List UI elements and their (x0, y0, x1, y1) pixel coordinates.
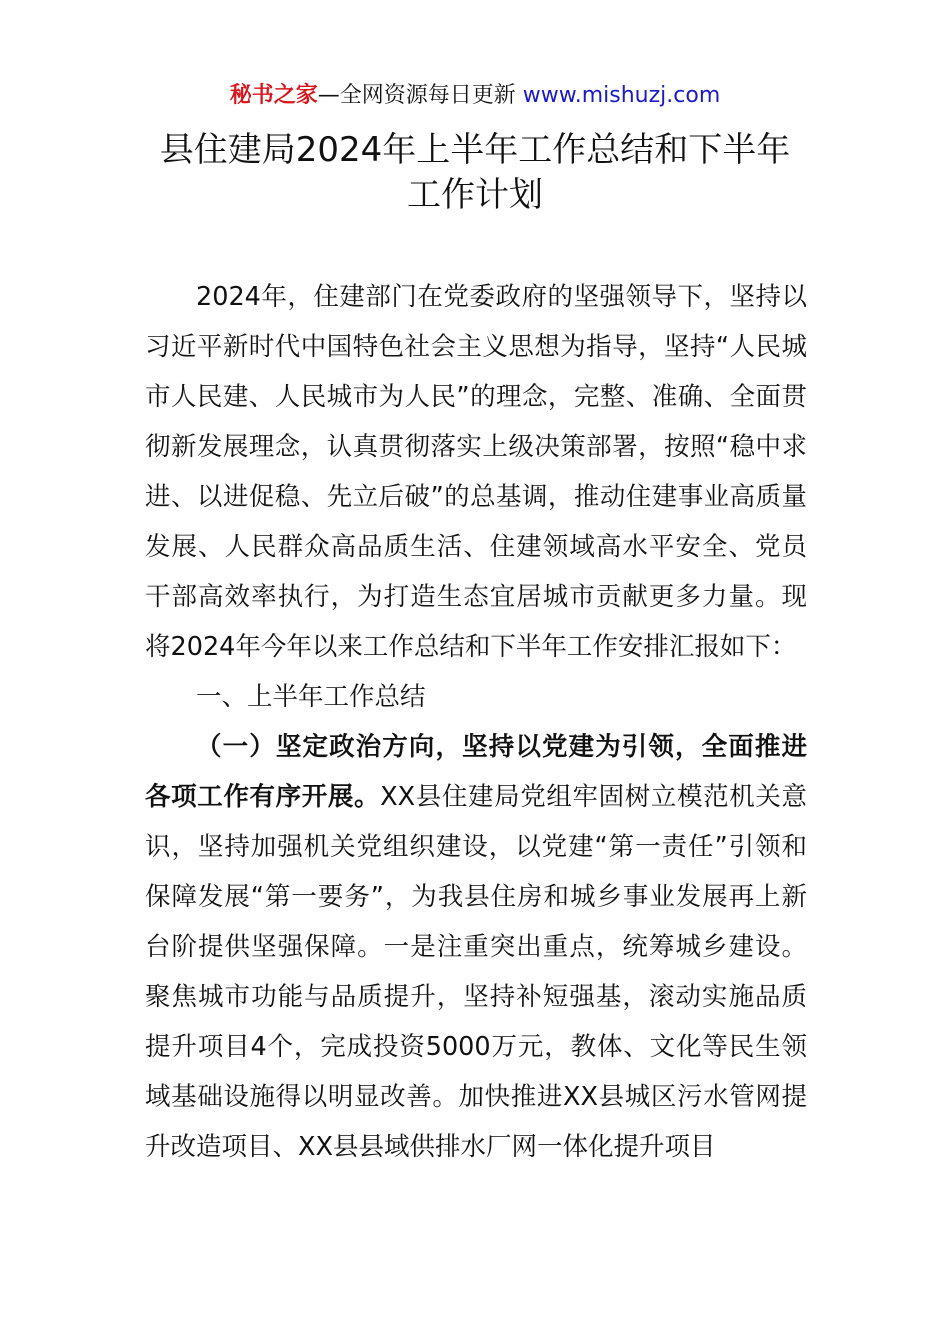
document-title (100, 128, 850, 218)
site-header (0, 80, 950, 112)
document-body (145, 272, 807, 1172)
title-line-2: 工作计划 (407, 175, 543, 215)
subsection-paragraph (145, 722, 807, 1172)
brand-name: 秘书之家 (229, 83, 318, 108)
subsection-lead: （一）坚定政治方向，坚持以党建为引领，全面推进各项工作有序开展。 (145, 732, 807, 812)
title-line-1: 县住建局2024年上半年工作总结和下半年 (159, 130, 791, 170)
intro-paragraph: 2024年，住建部门在党委政府的坚强领导下，坚持以习近平新时代中国特色社会主义思想为指导，坚持“人民城市人民建、人民城市为人民”的理念，完整、准确、全面贯彻新发展理念，认真贯彻落实上级决策部署，按照“稳中求进、以进促稳、先立后破”的总基调，推动住建事业高质量发展、人民群众高品质生活、住建领域高水平安全、党员干部高效率执行，为打造生态宜居城市贡献更多力量。现将2024年今年以来工作总结和下半年工作安排汇报如下： (145, 282, 807, 662)
header-tagline: —全网资源每日更新 (317, 83, 523, 108)
site-url-link[interactable]: www.mishuzj.com (522, 83, 721, 108)
subsection-text: XX县住建局党组牢固树立模范机关意识，坚持加强机关党组织建设，以党建“第一责任”引领和保障发展“第一要务”，为我县住房和城乡事业发展再上新台阶提供坚强保障。一是注重突出重点，统筹城乡建设。聚焦城市功能与品质提升，坚持补短强基，滚动实施品质提升项目4个，完成投资5000万元，教体、文化等民生领域基础设施得以明显改善。加快推进XX县城区污水管网提升改造项目、XX县县域供排水厂网一体化提升项目 (145, 782, 807, 1162)
section-heading: 一、上半年工作总结 (196, 682, 426, 712)
